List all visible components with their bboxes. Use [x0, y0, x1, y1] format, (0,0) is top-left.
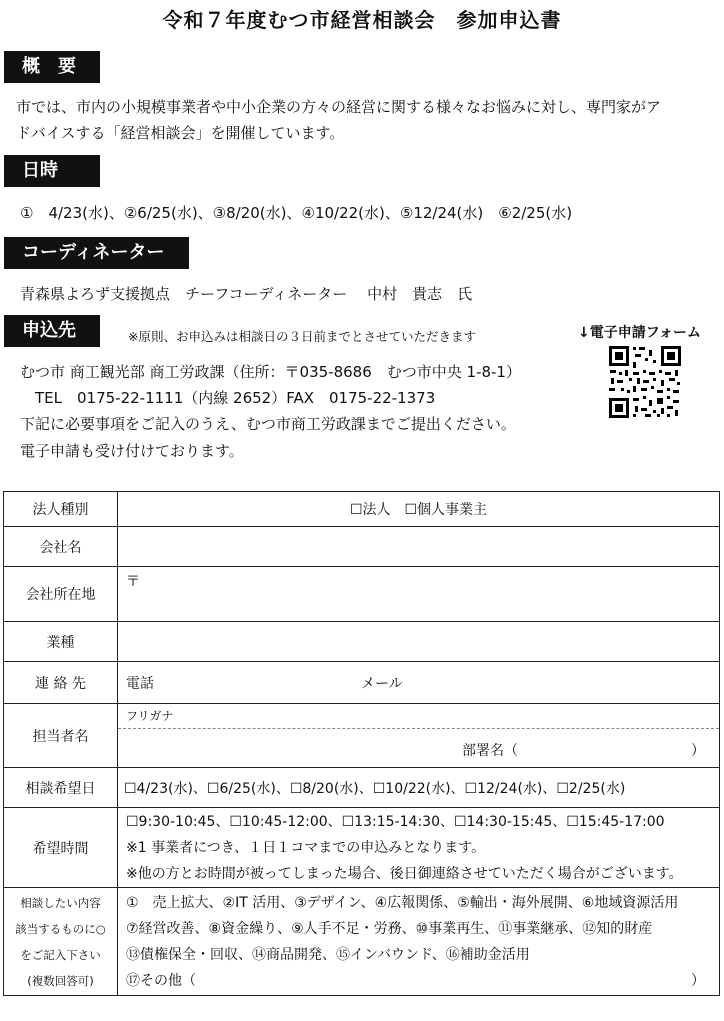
application-form [3, 491, 720, 996]
datetime-text: ① 4/23(水)、②6/25(水)、③8/20(水)、④10/22(水)、⑤12/24(水) ⑥2/25(水) [20, 204, 573, 222]
company-name-label: 会社名 [4, 527, 118, 567]
mail-label: メール [361, 675, 403, 692]
times-options[interactable]: ☐9:30-10:45、☐10:45-12:00、☐13:15-14:30、☐14:30-15:45、☐15:45-17:00 [126, 813, 665, 830]
corp-type-label: 法人種別 [4, 492, 118, 527]
furigana-label: フリガナ [118, 704, 719, 729]
row-address [4, 567, 720, 622]
row-company-name [4, 527, 720, 567]
dept-label: 部署名（ [462, 743, 518, 759]
topics-label-line4: (複数回答可) [27, 973, 94, 988]
topics-other-close: ） [691, 972, 705, 989]
times-note1: ※1 事業者につき、１日１コマまでの申込みとなります。 [126, 839, 486, 856]
times-field [118, 808, 720, 888]
apply-instructions: 下記に必要事項をご記入のうえ、むつ市商工労政課までご提出ください。 [20, 415, 516, 433]
row-person [4, 704, 720, 768]
person-name-area[interactable] [118, 729, 719, 767]
address-field[interactable] [118, 567, 720, 622]
person-field[interactable] [118, 704, 720, 768]
address-label: 会社所在地 [4, 567, 118, 622]
apply-heading: 申込先 [4, 315, 100, 347]
row-industry [4, 622, 720, 662]
times-note2: ※他の方とお時間が被ってしまった場合、後日御連絡させていただく場合がございます。 [126, 865, 683, 882]
datetime-heading: 日時 [4, 155, 100, 187]
overview-text-line2: ドバイスする「経営相談会」を開催しています。 [16, 124, 345, 142]
page-title: 令和７年度むつ市経営相談会 参加申込書 [162, 8, 562, 32]
dept-close: ） [691, 743, 705, 759]
row-corp-type [4, 492, 720, 527]
person-label: 担当者名 [4, 704, 118, 768]
topics-label-line2: 該当するものに○ [15, 921, 106, 936]
topics-field[interactable] [118, 888, 720, 996]
qr-label: ↓電子申請フォーム [578, 325, 702, 341]
coordinator-text: 青森県よろず支援拠点 チーフコーディネーター 中村 貴志 氏 [20, 285, 473, 303]
topics-line2: ⑦経営改善、⑧資金繰り、⑨人手不足・労務、⑩事業再生、⑪事業継承、⑫知的財産 [126, 920, 653, 937]
topics-label [4, 888, 118, 996]
apply-address: むつ市 商工観光部 商工労政課（住所：〒035-8686 むつ市中央 1-8-1） [20, 363, 521, 381]
topics-label-line1: 相談したい内容 [20, 895, 101, 910]
row-times [4, 808, 720, 888]
row-dates [4, 768, 720, 808]
topics-line4 [126, 968, 719, 994]
times-label: 希望時間 [4, 808, 118, 888]
topics-line1: ① 売上拡大、②IT 活用、③デザイン、④広報関係、⑤輸出・海外展開、⑥地域資源活用 [126, 894, 679, 911]
overview-heading: 概 要 [4, 51, 100, 83]
company-name-field[interactable] [118, 527, 720, 567]
qr-code-icon[interactable] [607, 344, 683, 420]
coordinator-heading: コーディネーター [4, 237, 189, 269]
row-topics [4, 888, 720, 996]
industry-label: 業種 [4, 622, 118, 662]
topics-label-line3: をご記入下さい [20, 947, 101, 962]
topics-line3: ⑬債権保全・回収、⑭商品開発、⑮インバウンド、⑯補助金活用 [126, 946, 530, 963]
dates-label: 相談希望日 [4, 768, 118, 808]
apply-note: ※原則、お申込みは相談日の３日前までとさせていただきます [128, 329, 476, 344]
apply-phone-fax: TEL 0175-22-1111（内線 2652）FAX 0175-22-1373 [20, 389, 436, 407]
apply-online-note: 電子申請も受け付けております。 [20, 442, 244, 460]
corp-type-options[interactable]: ☐法人 ☐個人事業主 [118, 492, 720, 527]
industry-field[interactable] [118, 622, 720, 662]
phone-label: 電話 [126, 675, 154, 692]
contact-field[interactable] [118, 662, 720, 704]
topics-other-label: ⑰その他（ [126, 972, 196, 989]
row-contact [4, 662, 720, 704]
dates-options[interactable]: ☐4/23(水)、☐6/25(水)、☐8/20(水)、☐10/22(水)、☐12/24(水)、☐2/25(水) [118, 768, 720, 808]
postal-mark: 〒 [126, 574, 140, 590]
contact-label: 連 絡 先 [4, 662, 118, 704]
overview-text-line1: 市では、市内の小規模事業者や中小企業の方々の経営に関する様々なお悩みに対し、専門家がア [16, 98, 662, 116]
